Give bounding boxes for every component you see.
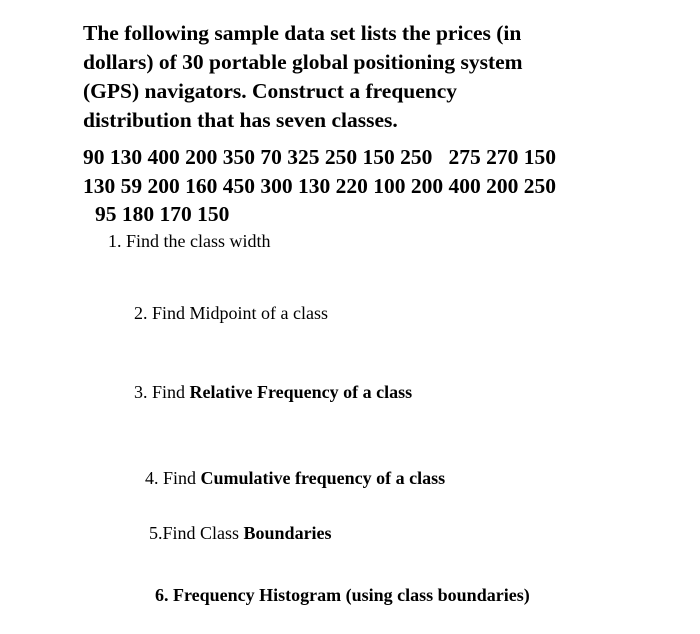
question-6	[155, 583, 530, 607]
problem-statement	[83, 19, 643, 135]
question-2-text: 2. Find Midpoint of a class	[134, 303, 328, 323]
data-set-line-3: 95 180 170 150	[95, 202, 230, 226]
data-set-line-1: 90 130 400 200 350 70 325 250 150 250 275 270 150	[83, 145, 556, 169]
problem-line-4: distribution that has seven classes.	[83, 108, 398, 132]
question-3-bold: Relative Frequency of a class	[189, 382, 413, 402]
question-6-bold: 6. Frequency Histogram (using class boundaries)	[155, 585, 530, 605]
problem-line-3: (GPS) navigators. Construct a frequency	[83, 79, 458, 103]
question-5	[149, 521, 332, 545]
question-4-bold: Cumulative frequency of a class	[200, 468, 446, 488]
problem-line-1: The following sample data set lists the prices (in	[83, 21, 522, 45]
question-1	[108, 229, 271, 253]
question-2	[134, 301, 328, 325]
problem-line-2: dollars) of 30 portable global positioning system	[83, 50, 523, 74]
question-3	[134, 380, 412, 404]
question-4	[145, 466, 445, 490]
question-5-bold: Boundaries	[243, 523, 332, 543]
question-5-text: 5.Find Class	[149, 523, 244, 543]
question-4-text: 4. Find	[145, 468, 201, 488]
data-set-line-2: 130 59 200 160 450 300 130 220 100 200 400 200 250	[83, 174, 556, 198]
question-1-text: 1. Find the class width	[108, 231, 271, 251]
question-3-text: 3. Find	[134, 382, 190, 402]
